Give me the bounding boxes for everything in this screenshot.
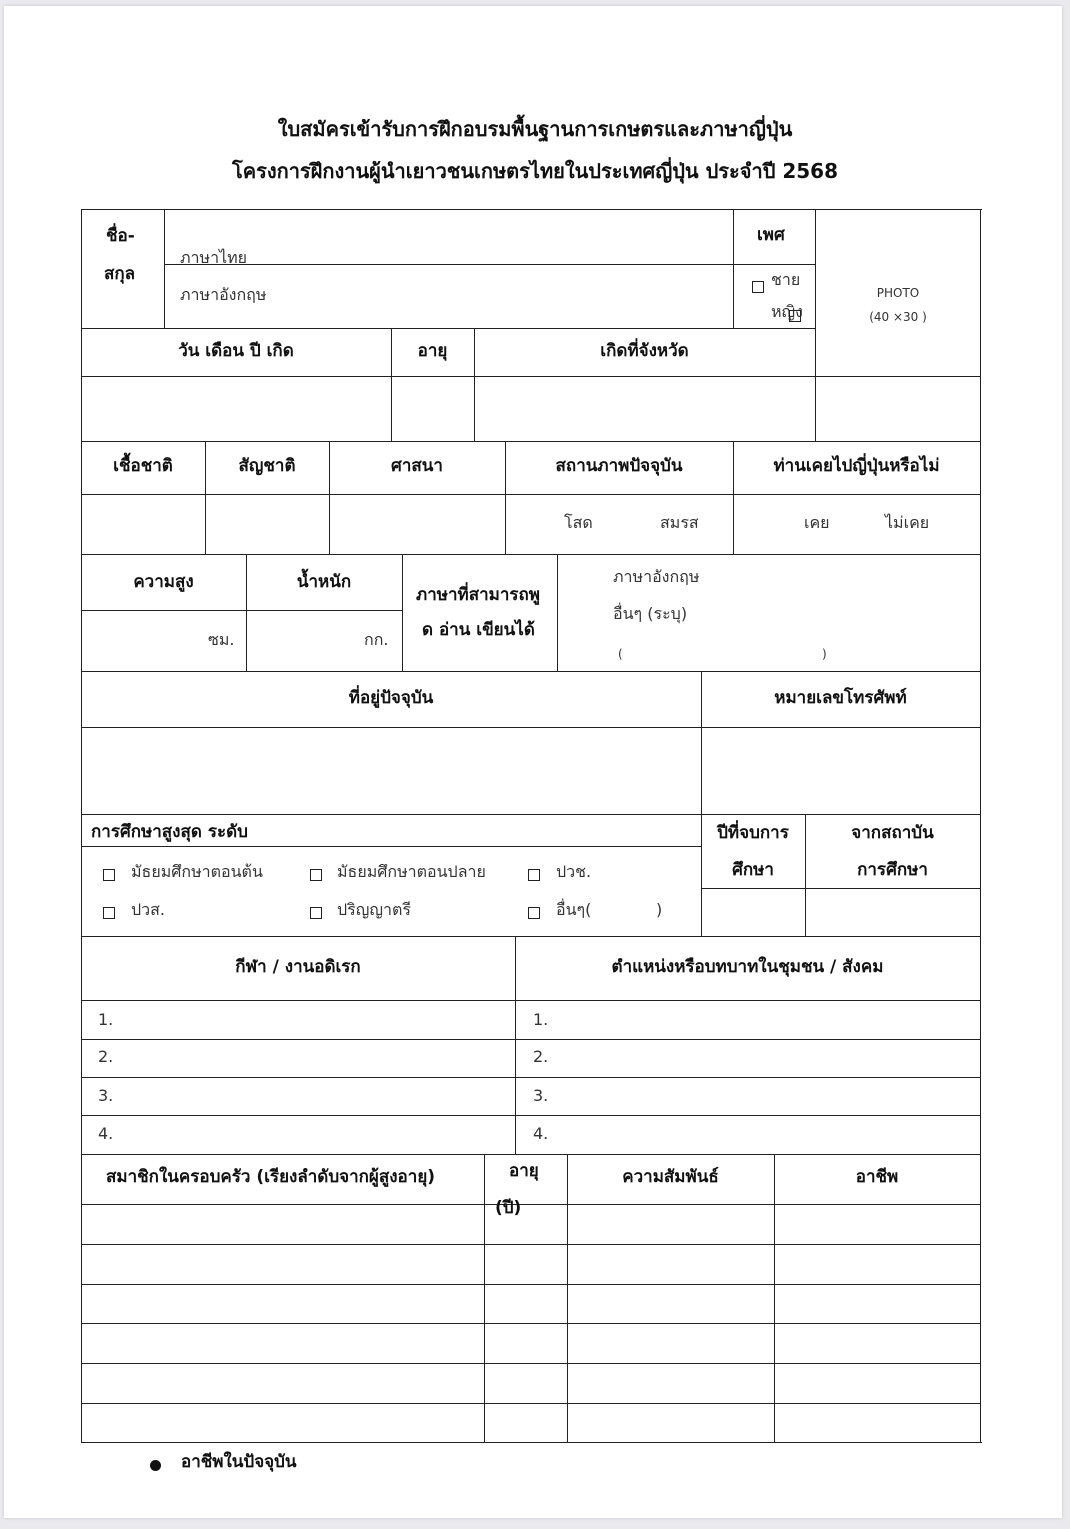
lang-other[interactable]: อื่นๆ (ระบุ) xyxy=(613,604,688,623)
japan-visit-label: ท่านเคยไปญี่ปุ่นหรือไม่ xyxy=(773,456,940,476)
sports-row-2[interactable]: 2. xyxy=(98,1047,114,1066)
address-label: ที่อยู่ปัจจุบัน xyxy=(348,688,434,708)
grad-year-field[interactable] xyxy=(702,889,805,936)
edu-bachelor-checkbox[interactable] xyxy=(310,905,322,922)
ethnicity-label: เชื้อชาติ xyxy=(113,456,173,476)
family-age-label-1: อายุ xyxy=(509,1161,539,1181)
roles-row-3[interactable]: 3. xyxy=(533,1086,549,1105)
age-label: อายุ xyxy=(417,341,448,361)
edu-other-close: ) xyxy=(656,900,663,919)
marital-status-label: สถานภาพปัจจุบัน xyxy=(555,456,683,476)
gender-label: เพศ xyxy=(757,225,785,245)
male-label: ชาย xyxy=(771,270,801,289)
roles-row-4[interactable]: 4. xyxy=(533,1124,549,1143)
edu-high-vocational-checkbox[interactable] xyxy=(103,905,115,922)
dob-field[interactable] xyxy=(82,377,391,441)
sports-row-4[interactable]: 4. xyxy=(98,1124,114,1143)
dob-label: วัน เดือน ปี เกิด xyxy=(178,341,294,361)
birth-province-label: เกิดที่จังหวัด xyxy=(600,341,689,361)
current-occupation-label: อาชีพในปัจจุบัน xyxy=(181,1452,297,1472)
family-age-label-2: (ปี) xyxy=(495,1198,522,1218)
edu-high-vocational: ปวส. xyxy=(131,900,165,919)
height-unit: ซม. xyxy=(208,630,235,649)
weight-label: น้ำหนัก xyxy=(296,572,352,592)
edu-other-checkbox[interactable] xyxy=(528,905,540,922)
edu-vocational-cert-checkbox[interactable] xyxy=(528,867,540,884)
languages-label-1: ภาษาที่สามารถพู xyxy=(416,585,541,605)
languages-label-2: ด อ่าน เขียนได้ xyxy=(422,620,535,640)
thai-name-field[interactable]: ภาษาไทย xyxy=(180,248,248,267)
institution-label-1: จากสถาบัน xyxy=(851,823,934,843)
female-checkbox[interactable] xyxy=(789,308,801,325)
phone-field[interactable] xyxy=(702,728,980,814)
education-label: การศึกษาสูงสุด ระดับ xyxy=(91,822,248,842)
age-field[interactable] xyxy=(392,377,474,441)
family-members-label: สมาชิกในครอบครัว (เรียงลำดับจากผู้สูงอายุ) xyxy=(106,1167,436,1187)
surname-label: สกุล xyxy=(104,264,136,284)
photo-size: (40 ×30 ) xyxy=(869,310,927,324)
japan-yes[interactable]: เคย xyxy=(804,513,830,532)
edu-other: อื่นๆ( xyxy=(556,900,592,919)
bullet-icon xyxy=(150,1460,161,1471)
province-field[interactable] xyxy=(475,377,815,441)
edu-lower-secondary-checkbox[interactable] xyxy=(103,867,115,884)
lang-other-close: ) xyxy=(822,647,827,661)
lang-english[interactable]: ภาษาอังกฤษ xyxy=(613,567,700,586)
weight-unit: กก. xyxy=(364,630,389,649)
address-field[interactable] xyxy=(82,728,701,814)
male-checkbox[interactable] xyxy=(752,279,764,296)
name-label: ชื่อ- xyxy=(106,226,135,246)
female-label: หญิง xyxy=(771,302,803,321)
religion-label: ศาสนา xyxy=(391,456,443,476)
form-title-line1: ใบสมัครเข้ารับการฝึกอบรมพื้นฐานการเกษตรและภาษาญี่ปุ่น xyxy=(277,117,793,141)
community-roles-label: ตำแหน่งหรือบทบาทในชุมชน / สังคม xyxy=(611,957,884,977)
sports-hobbies-label: กีฬา / งานอดิเรก xyxy=(235,957,361,977)
grad-year-label-1: ปีที่จบการ xyxy=(717,823,789,843)
edu-upper-secondary-checkbox[interactable] xyxy=(310,867,322,884)
edu-upper-secondary: มัธยมศึกษาตอนปลาย xyxy=(337,862,486,881)
japan-no[interactable]: ไม่เคย xyxy=(885,513,930,532)
lang-other-open: ( xyxy=(618,647,623,661)
height-label: ความสูง xyxy=(133,572,194,592)
nationality-label: สัญชาติ xyxy=(238,456,296,476)
sports-row-1[interactable]: 1. xyxy=(98,1010,114,1029)
edu-bachelor: ปริญญาตรี xyxy=(337,900,411,919)
status-single[interactable]: โสด xyxy=(564,513,593,532)
sports-row-3[interactable]: 3. xyxy=(98,1086,114,1105)
institution-field[interactable] xyxy=(806,889,980,936)
form-title-line2: โครงการฝึกงานผู้นำเยาวชนเกษตรไทยในประเทศญี่ปุ่น ประจำปี 2568 xyxy=(231,159,839,183)
roles-row-1[interactable]: 1. xyxy=(533,1010,549,1029)
institution-label-2: การศึกษา xyxy=(857,860,928,880)
status-married[interactable]: สมรส xyxy=(660,513,699,532)
photo-label: PHOTO xyxy=(876,286,920,300)
english-name-field[interactable]: ภาษาอังกฤษ xyxy=(180,285,267,304)
occupation-label: อาชีพ xyxy=(855,1167,899,1187)
edu-vocational-cert: ปวช. xyxy=(556,862,592,881)
roles-row-2[interactable]: 2. xyxy=(533,1047,549,1066)
grad-year-label-2: ศึกษา xyxy=(732,860,774,880)
phone-label: หมายเลขโทรศัพท์ xyxy=(774,688,907,708)
edu-lower-secondary: มัธยมศึกษาตอนต้น xyxy=(131,862,263,881)
relationship-label: ความสัมพันธ์ xyxy=(622,1167,719,1187)
